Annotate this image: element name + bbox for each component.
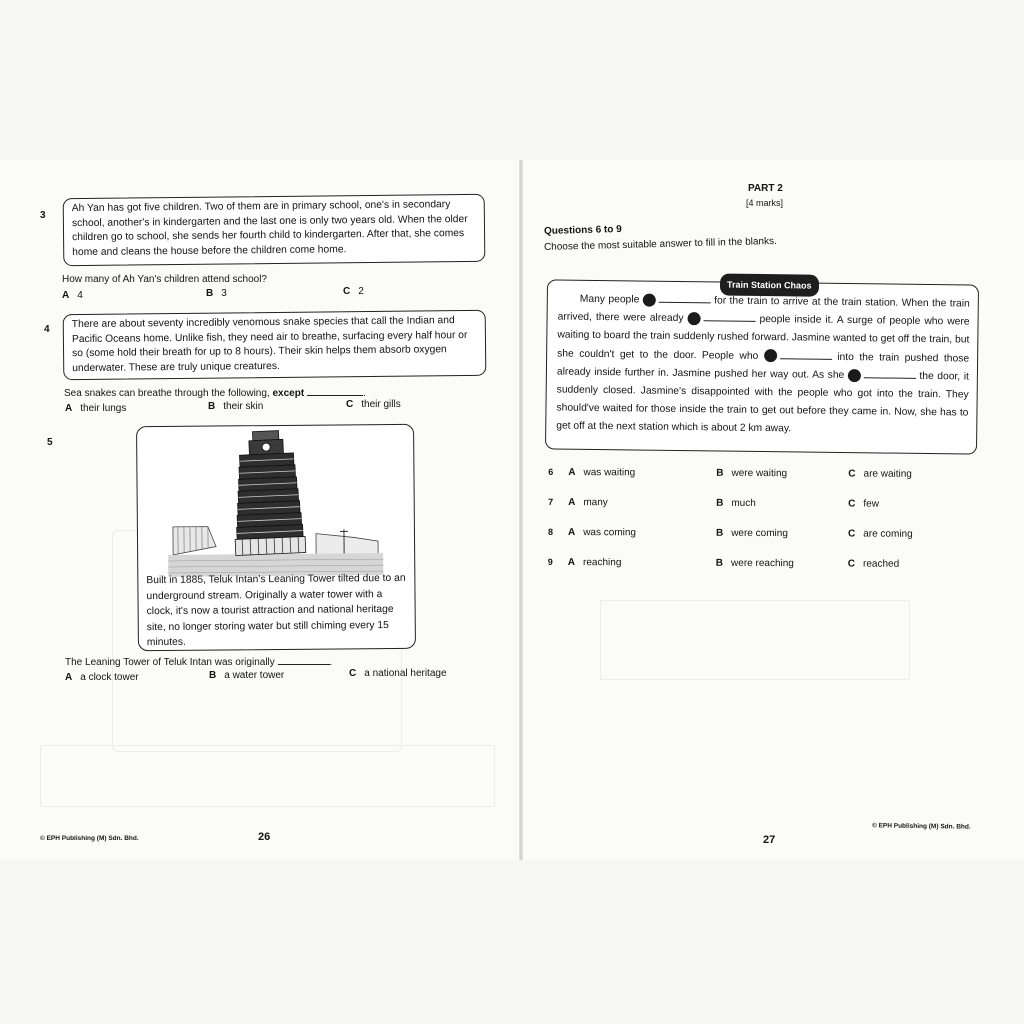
option-letter: C — [349, 668, 357, 679]
option-letter: C — [848, 498, 856, 510]
q5-option-b[interactable] — [209, 670, 284, 681]
q7-option-a[interactable] — [568, 497, 608, 508]
q5-caption: Built in 1885, Teluk Intan's Leaning Tower tilted due to an underground stream. Originally a water tower with a clock, it's now a tourist attraction and national heritage site, no longer storing water but still chiming every 15 minutes. — [146, 572, 406, 649]
answer-blank[interactable] — [864, 369, 916, 379]
blank-number-badge: 9 — [848, 369, 861, 382]
q3-option-a[interactable] — [62, 290, 83, 301]
option-letter: B — [716, 467, 724, 479]
q5-picture-box — [136, 424, 416, 651]
option-letter: A — [65, 672, 73, 683]
passage-segment: people inside it. A surge of people who were waiting to board the train suddenly rushed forward. Jasmine wanted to get off the train, but she couldn't get to the door. People who — [557, 314, 970, 362]
option-text: few — [863, 498, 879, 510]
option-text: 3 — [221, 288, 227, 299]
q3-passage-box — [63, 194, 486, 266]
q5-option-a[interactable] — [65, 672, 139, 683]
option-text: reaching — [583, 557, 622, 569]
question-text: . — [329, 657, 333, 668]
option-letter: C — [847, 558, 856, 570]
option-text: a water tower — [224, 670, 285, 681]
q9-option-b[interactable] — [716, 558, 794, 569]
q4-question — [64, 388, 366, 399]
option-text: 2 — [358, 286, 364, 297]
q4-option-c[interactable] — [346, 399, 401, 410]
q4-passage-text: There are about seventy incredibly venomous snake species that call the Indian and Pacific Oceans home. Unlike fish, they need air to breathe, surfacing every half hour or so (some hold their breath for up to 8 hours). Their skin helps them absorb oxygen underwater. These are truly unique creatures. — [71, 315, 468, 374]
option-text: 4 — [77, 290, 83, 301]
q9-option-c[interactable] — [848, 558, 899, 569]
answer-blank[interactable] — [659, 294, 711, 304]
option-text: were coming — [731, 527, 788, 540]
question-number: 5 — [47, 437, 53, 448]
passage-title: Train Station Chaos — [720, 273, 819, 296]
q4-option-a[interactable] — [65, 403, 126, 414]
answer-row — [548, 557, 968, 589]
option-text: a national heritage — [364, 668, 447, 679]
option-letter: B — [209, 670, 217, 681]
answer-row — [548, 467, 968, 499]
q7-option-c[interactable] — [848, 498, 879, 509]
option-text: was coming — [583, 527, 637, 539]
part-title: PART 2 — [748, 183, 783, 194]
option-text: much — [731, 497, 756, 509]
answer-number: 7 — [548, 496, 554, 507]
question-number: 3 — [40, 210, 46, 221]
passage-segment: Many people — [579, 293, 643, 306]
option-letter: B — [208, 401, 216, 412]
option-letter: B — [715, 557, 724, 569]
option-text: are waiting — [863, 468, 912, 480]
option-text: were waiting — [731, 467, 788, 480]
option-letter: C — [848, 468, 856, 480]
answer-number: 6 — [548, 466, 554, 477]
answer-number: 9 — [547, 556, 553, 567]
q3-option-c[interactable] — [343, 286, 364, 297]
question-text: The Leaning Tower of Teluk Intan was originally — [65, 657, 275, 668]
train-passage-box — [545, 279, 979, 454]
option-letter: C — [847, 528, 856, 540]
q3-question: How many of Ah Yan's children attend school? — [62, 274, 267, 285]
instructions: Choose the most suitable answer to fill in the blanks. — [543, 235, 777, 253]
answer-blank[interactable] — [703, 312, 755, 322]
answer-options — [548, 467, 969, 589]
option-letter: B — [206, 288, 214, 299]
blank-number-badge: 7 — [687, 312, 700, 325]
question-text: Sea snakes can breathe through the following, — [64, 388, 270, 399]
q8-option-c[interactable] — [848, 528, 913, 539]
q8-option-a[interactable] — [568, 527, 636, 538]
q6-option-c[interactable] — [848, 468, 912, 479]
blank-number-badge: 8 — [764, 349, 777, 362]
answer-blank — [307, 395, 363, 396]
option-text: their gills — [361, 399, 401, 410]
option-letter: A — [62, 290, 70, 301]
q5-option-c[interactable] — [349, 668, 447, 679]
passage-text — [556, 291, 970, 442]
leaning-tower-illustration — [137, 425, 416, 577]
option-letter: A — [567, 557, 576, 569]
question-emphasis: except — [272, 388, 305, 399]
option-text: many — [583, 497, 608, 509]
option-letter: C — [343, 286, 351, 297]
passage-segment: the door, it suddenly closed. Jasmine's disappointed with the people who got into the train. They should've waited for those inside the train to get out before they came in. Now, she has to get off at the next station which is about 2 km away. — [556, 370, 969, 435]
option-text: their skin — [223, 401, 264, 412]
option-letter: A — [567, 527, 576, 539]
blank-number-badge: 6 — [643, 293, 656, 306]
q6-option-a[interactable] — [568, 467, 635, 478]
answer-row — [548, 497, 968, 529]
passage-segment: into the train pushed those already inside further in. Jasmine pushed her way out. As she — [556, 351, 970, 381]
answer-blank[interactable] — [780, 350, 832, 360]
option-text: are coming — [863, 528, 913, 540]
q3-option-b[interactable] — [206, 288, 227, 299]
q8-option-b[interactable] — [716, 528, 788, 539]
question-text: . — [362, 388, 366, 399]
questions-heading: Questions 6 to 9 — [543, 223, 622, 237]
q9-option-a[interactable] — [568, 557, 622, 568]
q5-question — [65, 657, 332, 668]
option-letter: A — [65, 403, 73, 414]
option-letter: A — [568, 497, 576, 509]
q4-passage-box — [63, 310, 487, 380]
option-text: their lungs — [80, 403, 127, 414]
option-letter: C — [346, 399, 354, 410]
question-number: 4 — [44, 324, 50, 335]
q6-option-b[interactable] — [716, 468, 787, 479]
q7-option-b[interactable] — [716, 498, 756, 509]
option-text: a clock tower — [80, 672, 139, 683]
answer-blank — [278, 664, 330, 665]
q4-option-b[interactable] — [208, 401, 263, 412]
option-text: were reaching — [731, 557, 794, 570]
passage-segment: for the train to arrive at the train station. When the train arrived, there were already — [557, 295, 970, 325]
answer-number: 8 — [547, 526, 554, 537]
option-text: reached — [863, 558, 900, 570]
option-letter: B — [715, 527, 724, 539]
answer-row — [548, 527, 968, 559]
option-letter: B — [716, 497, 724, 509]
show-through-box — [600, 600, 910, 680]
right-page-number: 27 — [763, 834, 776, 846]
left-page-number: 26 — [258, 831, 271, 843]
option-text: was waiting — [583, 467, 636, 479]
q3-passage-text: Ah Yan has got five children. Two of them are in primary school, one's in secondary school, another's in kindergarten and the last one is only two years old. When the older children go to school, she sends her fourth child to kindergarten. After that, she comes home and cleans the house before the children come home. — [71, 199, 468, 258]
right-page-footer: © EPH Publishing (M) Sdn. Bhd. — [871, 822, 971, 831]
part-marks: [4 marks] — [746, 198, 784, 208]
left-page-footer: © EPH Publishing (M) Sdn. Bhd. — [40, 835, 139, 842]
option-letter: A — [568, 467, 576, 479]
show-through-box — [40, 745, 495, 807]
